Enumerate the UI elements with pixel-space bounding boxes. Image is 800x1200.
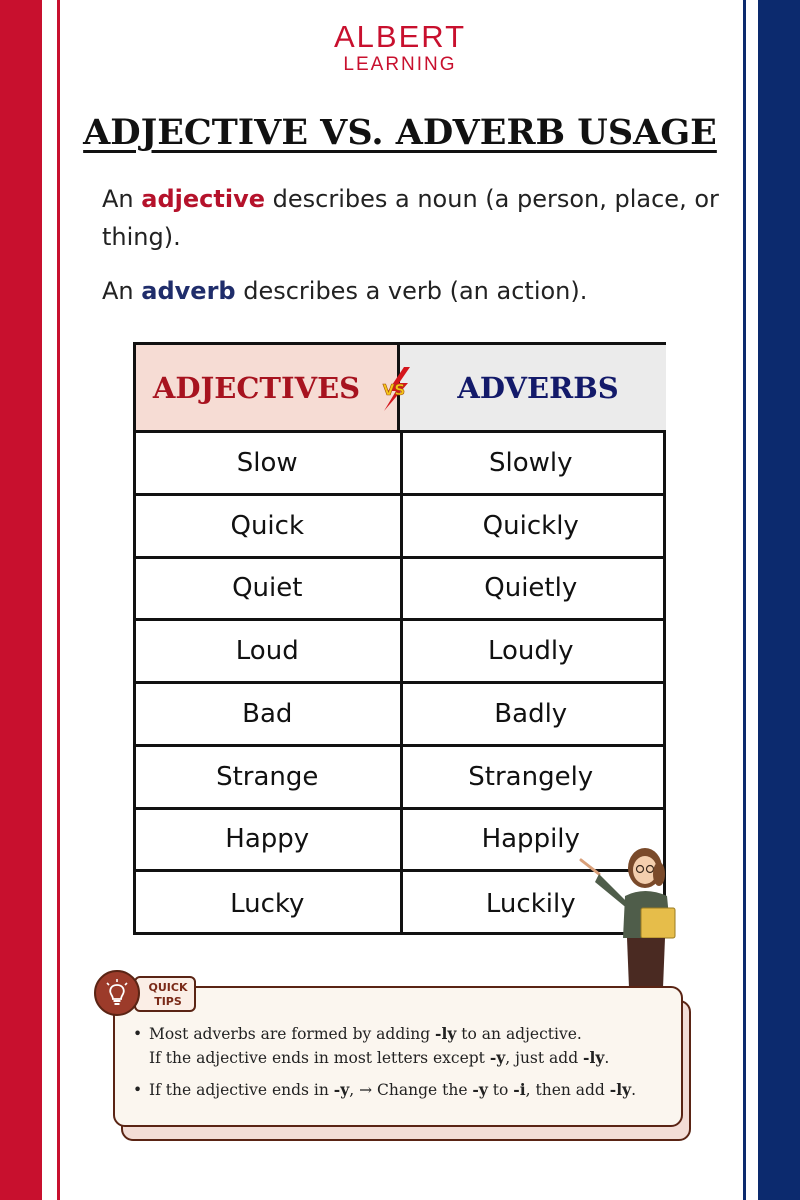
table-row (136, 747, 663, 810)
table-row (136, 496, 663, 559)
page-title: ADJECTIVE VS. ADVERB USAGE (83, 112, 717, 153)
adverb-cell: Luckily (485, 888, 576, 919)
right-navy-border (758, 0, 800, 1200)
adjective-cell: Quick (230, 510, 305, 541)
tip2-part-b: -y (333, 1080, 350, 1099)
tip2-part-d: -y (472, 1080, 488, 1099)
tip-ending-in-y (133, 1078, 678, 1102)
adverb-cell: Quickly (482, 510, 579, 541)
tip2-part-c: , → Change the (349, 1081, 473, 1099)
adverb-cell: Strangely (468, 761, 594, 792)
tip-adding-ly (133, 1022, 678, 1070)
right-navy-line (743, 0, 746, 1200)
tip2-part-e: to (487, 1081, 514, 1099)
quick-tips-label-line1: QUICK (148, 981, 188, 994)
left-red-border (0, 0, 42, 1200)
quick-tips-badge (94, 970, 204, 1016)
teacher-illustration (575, 838, 695, 988)
tip1-part-a: Most adverbs are formed by adding (149, 1025, 436, 1043)
table-row (136, 559, 663, 622)
tip2-part-f: -i (513, 1080, 526, 1099)
adverb-definition-pre: An (102, 277, 142, 305)
tip1-part-f: , just add (505, 1049, 584, 1067)
tip1-part-c: to an adjective. (456, 1025, 582, 1043)
tip1-part-b: -ly (435, 1024, 457, 1043)
adverb-cell: Loudly (487, 636, 574, 667)
tip2-part-a: If the adjective ends in (149, 1081, 334, 1099)
adverb-definition-post: describes a verb (an action). (235, 277, 588, 305)
adjective-keyword: adjective (141, 185, 265, 213)
table-row (136, 621, 663, 684)
tip2-part-i: . (631, 1081, 637, 1099)
adjective-cell: Quiet (232, 573, 303, 604)
tip1-part-g: -ly (583, 1048, 605, 1067)
adjectives-header-label: ADJECTIVES (152, 370, 361, 405)
adverb-cell: Badly (494, 698, 568, 729)
table-row (136, 684, 663, 747)
tip2-part-g: , then add (525, 1081, 610, 1099)
adjective-definition-post: describes a noun (a person, place, or thing). (102, 185, 719, 251)
tip1-part-h: . (604, 1049, 610, 1067)
tip1-part-e: -y (489, 1048, 506, 1067)
left-red-line (57, 0, 60, 1200)
vs-lightning-icon (374, 365, 418, 413)
table-row (136, 433, 663, 496)
tip1-line2 (133, 1046, 678, 1070)
adverb-cell: Happily (481, 824, 580, 855)
adjective-cell: Lucky (230, 888, 305, 919)
tip1-part-d: If the adjective ends in most letters except (149, 1049, 490, 1067)
adjective-definition-pre: An (102, 185, 142, 213)
adverb-cell: Quietly (484, 573, 578, 604)
lightbulb-icon (94, 970, 140, 1016)
adverb-cell: Slowly (488, 447, 573, 478)
adverbs-header (400, 345, 666, 433)
logo-top-text: ALBERT (333, 19, 467, 54)
adjective-cell: Bad (242, 698, 293, 729)
vs-label: VS (382, 381, 406, 399)
adjective-cell: Loud (235, 636, 299, 667)
tip-bullet: • (133, 1081, 143, 1099)
adjective-cell: Happy (225, 824, 310, 855)
tip-bullet: • (133, 1025, 143, 1043)
adjective-cell: Strange (216, 761, 319, 792)
adjectives-header (136, 345, 400, 433)
quick-tips-label-line2: TIPS (154, 995, 182, 1008)
adjective-cell: Slow (236, 447, 298, 478)
quick-tips-label (134, 976, 196, 1012)
adverb-keyword: adverb (141, 277, 236, 305)
adverb-definition (102, 272, 722, 310)
adverbs-header-label: ADVERBS (457, 370, 619, 405)
adjective-definition (102, 180, 722, 256)
albert-learning-logo (300, 20, 500, 76)
logo-bottom-text: LEARNING (343, 54, 457, 75)
tip2-part-h: -ly (609, 1080, 632, 1099)
